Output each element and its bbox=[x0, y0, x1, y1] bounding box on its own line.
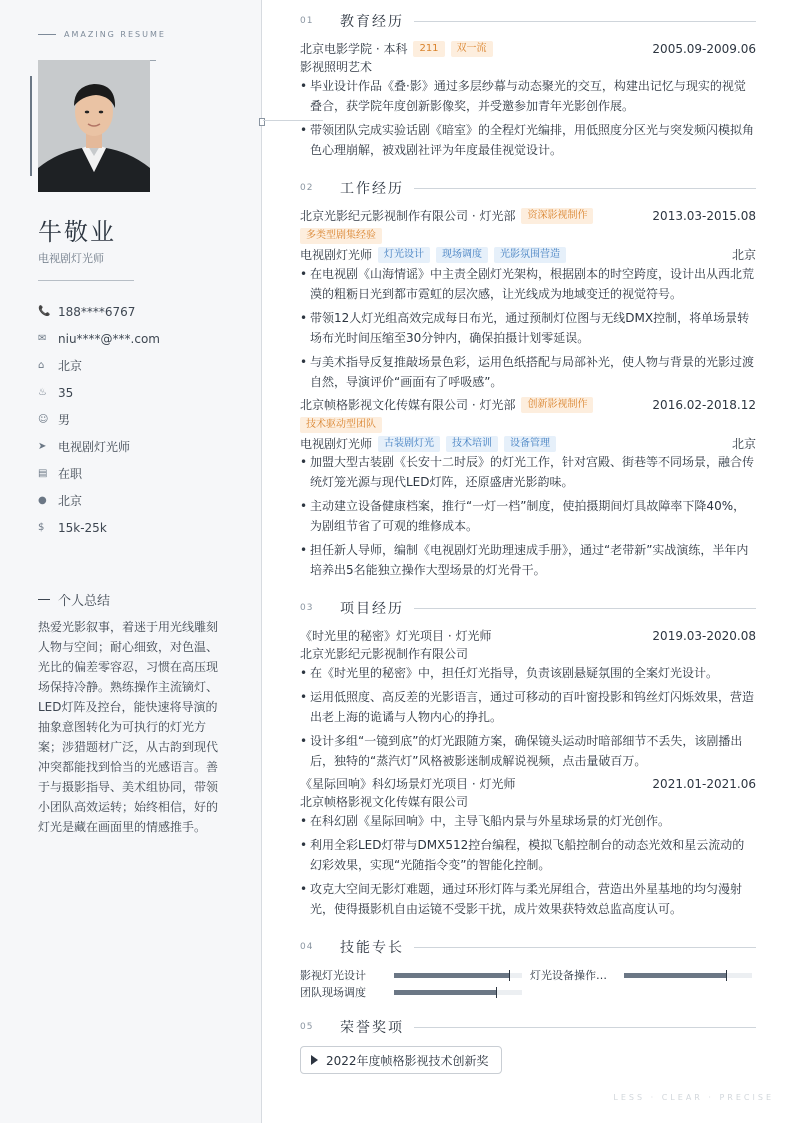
tag-badge: 多类型剧集经验 bbox=[300, 228, 382, 244]
summary-text: 热爱光影叙事，着迷于用光线雕刻人物与空间；耐心细致，对色温、光比的偏差零容忍，习惯在高压现场保持冷静。熟练操作主流镝灯、LED灯阵及控台，能快速将导演的抽象意图转化为可执行的灯光方案；涉猎题材广泛，从古韵到现代冲突都能找到恰当的光感语言。善于与摄影指导、美术组协同，带领小团队高效运转；始终相信，好的灯光是藏在画面里的情感推手。 bbox=[38, 620, 219, 834]
skill-name: 影视灯光设计 bbox=[300, 969, 366, 982]
job-position-row bbox=[300, 246, 756, 263]
skill-name: 灯光设备操作… bbox=[530, 969, 607, 982]
tag-badge: 211 bbox=[413, 41, 444, 57]
smile-icon: ☺ bbox=[38, 414, 49, 425]
contact-value: 15k-25k bbox=[58, 520, 107, 535]
section-header-skills bbox=[300, 938, 756, 956]
section-number: 05 bbox=[300, 1022, 314, 1032]
project-date: 2021.01-2021.06 bbox=[652, 776, 756, 791]
phone-icon: 📞 bbox=[38, 306, 51, 317]
candidate-name: 牛敬业 bbox=[38, 218, 116, 246]
project-header bbox=[300, 775, 756, 792]
skill-tag: 现场调度 bbox=[436, 247, 488, 263]
project-header bbox=[300, 627, 756, 644]
skill-item bbox=[300, 984, 522, 1000]
tag-badge: 创新影视制作 bbox=[521, 397, 593, 413]
home-icon: ⌂ bbox=[38, 360, 45, 371]
avatar-illustration bbox=[38, 60, 150, 192]
list-item: • 担任新人导师，编制《电视剧灯光助理速成手册》，通过“老带新”实战演练，半年内培养出5名能独立操作大型场景的灯光骨干。 bbox=[300, 540, 756, 580]
section-title: 项目经历 bbox=[340, 601, 404, 617]
education-date: 2005.09-2009.06 bbox=[652, 41, 756, 56]
summary-heading bbox=[38, 590, 110, 609]
section-rule bbox=[414, 188, 756, 189]
contact-value: 北京 bbox=[58, 494, 83, 508]
project-company-row bbox=[300, 645, 756, 662]
job-header bbox=[300, 396, 756, 413]
contact-value: 北京 bbox=[58, 359, 83, 373]
list-item: • 运用低照度、高反差的光影语言，通过可移动的百叶窗投影和钨丝灯闪烁效果，营造出老上海的诡谲与人物内心的挣扎。 bbox=[300, 687, 756, 727]
photo-accent-line bbox=[30, 76, 32, 176]
company-name: 北京光影纪元影视制作有限公司 · 灯光部 bbox=[300, 209, 516, 223]
play-icon bbox=[311, 1055, 318, 1065]
section-rule bbox=[414, 608, 756, 609]
list-item: • 在电视剧《山海情谣》中主责全剧灯光架构，根据剧本的时空跨度，设计出从西北荒漠的粗粝日光到都市霓虹的层次感，让光线成为地域变迁的视觉符号。 bbox=[300, 264, 756, 304]
skill-bar-marker bbox=[509, 970, 510, 981]
mail-icon: ✉ bbox=[38, 333, 47, 344]
project-date: 2019.03-2020.08 bbox=[652, 628, 756, 643]
skill-bar-marker bbox=[496, 987, 497, 998]
section-header-education bbox=[300, 12, 756, 30]
list-item: • 带领12人灯光组高效完成每日布光，通过预制灯位图与无线DMX控制，将单场景转场布光时间压缩至30分钟内，确保拍摄计划零延误。 bbox=[300, 308, 756, 348]
skill-bar-fill bbox=[624, 973, 726, 978]
contact-item bbox=[38, 514, 160, 541]
skill-tag: 灯光设计 bbox=[378, 247, 430, 263]
tag-badge: 技术驱动型团队 bbox=[300, 417, 382, 433]
section-title: 荣誉奖项 bbox=[340, 1020, 404, 1036]
section-header-work bbox=[300, 179, 756, 197]
section-number: 04 bbox=[300, 942, 314, 952]
send-icon: ➤ bbox=[38, 441, 47, 452]
project-name: 《时光里的秘密》灯光项目 · 灯光师 bbox=[300, 629, 492, 643]
section-rule bbox=[414, 21, 756, 22]
section-title: 教育经历 bbox=[340, 14, 404, 30]
project-company: 北京帧格影视文化传媒有限公司 bbox=[300, 795, 469, 809]
section-number: 02 bbox=[300, 183, 314, 193]
summary-title: 个人总结 bbox=[58, 594, 111, 609]
contact-list bbox=[38, 298, 160, 541]
skill-bar bbox=[394, 990, 522, 995]
section-number: 01 bbox=[300, 16, 314, 26]
cake-icon: ♨ bbox=[38, 387, 47, 398]
skill-item bbox=[530, 967, 752, 983]
skill-item bbox=[300, 967, 522, 983]
award-label: 2022年度帧格影视技术创新奖 bbox=[326, 1053, 489, 1068]
job-date: 2013.03-2015.08 bbox=[652, 208, 756, 223]
list-item: • 带领团队完成实验话剧《暗室》的全程灯光编排，用低照度分区光与突发频闪模拟角色心理崩解，被戏剧社评为年度最佳视觉设计。 bbox=[300, 120, 756, 160]
skill-tag: 技术培训 bbox=[446, 436, 498, 452]
list-item: • 在《时光里的秘密》中，担任灯光指导，负责该剧悬疑氛围的全案灯光设计。 bbox=[300, 663, 756, 683]
footer-tagline: LESS · CLEAR · PRECISE bbox=[613, 1093, 774, 1102]
section-title: 工作经历 bbox=[340, 181, 404, 197]
tag-badge: 资深影视制作 bbox=[521, 208, 593, 224]
skill-bar bbox=[394, 973, 522, 978]
skill-tag: 光影氛围营造 bbox=[494, 247, 566, 263]
section-header-awards bbox=[300, 1018, 756, 1036]
job-city: 北京 bbox=[731, 437, 756, 451]
contact-item bbox=[38, 487, 160, 514]
skill-bar-fill bbox=[394, 990, 496, 995]
contact-value: 188****6767 bbox=[58, 304, 136, 319]
job-position-row bbox=[300, 435, 756, 452]
sidebar bbox=[0, 0, 262, 1123]
contact-item bbox=[38, 379, 160, 406]
contact-value: 在职 bbox=[58, 467, 83, 481]
section-header-projects bbox=[300, 599, 756, 617]
skill-bar bbox=[624, 973, 752, 978]
candidate-role: 电视剧灯光师 bbox=[38, 252, 104, 265]
brand-mark bbox=[38, 30, 166, 39]
brand-text: AMAZING RESUME bbox=[64, 30, 166, 39]
contact-item bbox=[38, 298, 160, 325]
job-header bbox=[300, 207, 756, 224]
major: 影视照明艺术 bbox=[300, 60, 373, 74]
contact-value: 35 bbox=[58, 385, 74, 400]
divider bbox=[38, 280, 134, 281]
contact-value: 电视剧灯光师 bbox=[58, 440, 131, 454]
skill-tag: 古装剧灯光 bbox=[378, 436, 440, 452]
job-city: 北京 bbox=[731, 248, 756, 262]
list-item: • 主动建立设备健康档案，推行“一灯一档”制度，使拍摄期间灯具故障率下降40%，为剧组节省了可观的维修成本。 bbox=[300, 496, 756, 536]
contact-item bbox=[38, 352, 160, 379]
job-date: 2016.02-2018.12 bbox=[652, 397, 756, 412]
project-company: 北京光影纪元影视制作有限公司 bbox=[300, 647, 469, 661]
skill-bar-marker bbox=[726, 970, 727, 981]
skill-name: 团队现场调度 bbox=[300, 986, 366, 999]
project-name: 《星际回响》科幻场景灯光项目 · 灯光师 bbox=[300, 777, 516, 791]
list-item: • 加盟大型古装剧《长安十二时辰》的灯光工作，针对宫殿、街巷等不同场景，融合传统灯笼光源与现代LED灯阵，还原盛唐光影韵味。 bbox=[300, 452, 756, 492]
job-tags-row bbox=[300, 417, 756, 433]
contact-item bbox=[38, 433, 160, 460]
inbox-icon: ▤ bbox=[38, 468, 48, 479]
company-name: 北京帧格影视文化传媒有限公司 · 灯光部 bbox=[300, 398, 516, 412]
list-item: • 设计多组“一镜到底”的灯光跟随方案，确保镜头运动时暗部细节不丢失，该剧播出后，独特的“蒸汽灯”风格被影迷制成解说视频，点击量破百万。 bbox=[300, 731, 756, 771]
list-item: • 毕业设计作品《叠·影》通过多层纱幕与动态聚光的交互，构建出记忆与现实的视觉叠合，获学院年度创新影像奖，并受邀参加青年光影创作展。 bbox=[300, 76, 756, 116]
section-rule bbox=[414, 1027, 756, 1028]
avatar-frame bbox=[38, 60, 150, 192]
position: 电视剧灯光师 bbox=[300, 248, 373, 262]
skill-bar-fill bbox=[394, 973, 509, 978]
list-item: • 在科幻剧《星际回响》中，主导飞船内景与外星球场景的灯光创作。 bbox=[300, 811, 756, 831]
tag-badge: 双一流 bbox=[451, 41, 493, 57]
contact-value: 男 bbox=[58, 413, 71, 427]
location-icon: ● bbox=[38, 495, 47, 506]
list-item: • 与美术指导反复推敲场景色彩，运用色纸搭配与局部补光，使人物与背景的光影过渡自然，导演评价“画面有了呼吸感”。 bbox=[300, 352, 756, 392]
position: 电视剧灯光师 bbox=[300, 437, 373, 451]
list-item: • 攻克大空间无影灯难题，通过环形灯阵与柔光屏组合，营造出外星基地的均匀漫射光，使得摄影机自由运镜不受影干扰，成片效果获特效总监高度认可。 bbox=[300, 879, 756, 919]
job-tags-row bbox=[300, 228, 756, 244]
contact-item bbox=[38, 460, 160, 487]
section-number: 03 bbox=[300, 603, 314, 613]
salary-icon: $ bbox=[38, 522, 45, 533]
contact-item bbox=[38, 325, 160, 352]
section-rule bbox=[414, 947, 756, 948]
award-item[interactable] bbox=[300, 1046, 502, 1074]
education-row bbox=[300, 40, 756, 57]
contact-value: niu****@***.com bbox=[58, 331, 160, 346]
avatar bbox=[38, 60, 150, 192]
school-name: 北京电影学院 · 本科 bbox=[300, 42, 408, 56]
project-company-row bbox=[300, 793, 756, 810]
list-item: • 利用全彩LED灯带与DMX512控台编程，模拟飞船控制台的动态光效和星云流动的幻彩效果，实现“光随指令变”的智能化控制。 bbox=[300, 835, 756, 875]
major-row bbox=[300, 58, 756, 75]
skill-tag: 设备管理 bbox=[504, 436, 556, 452]
contact-item bbox=[38, 406, 160, 433]
section-title: 技能专长 bbox=[340, 940, 404, 956]
